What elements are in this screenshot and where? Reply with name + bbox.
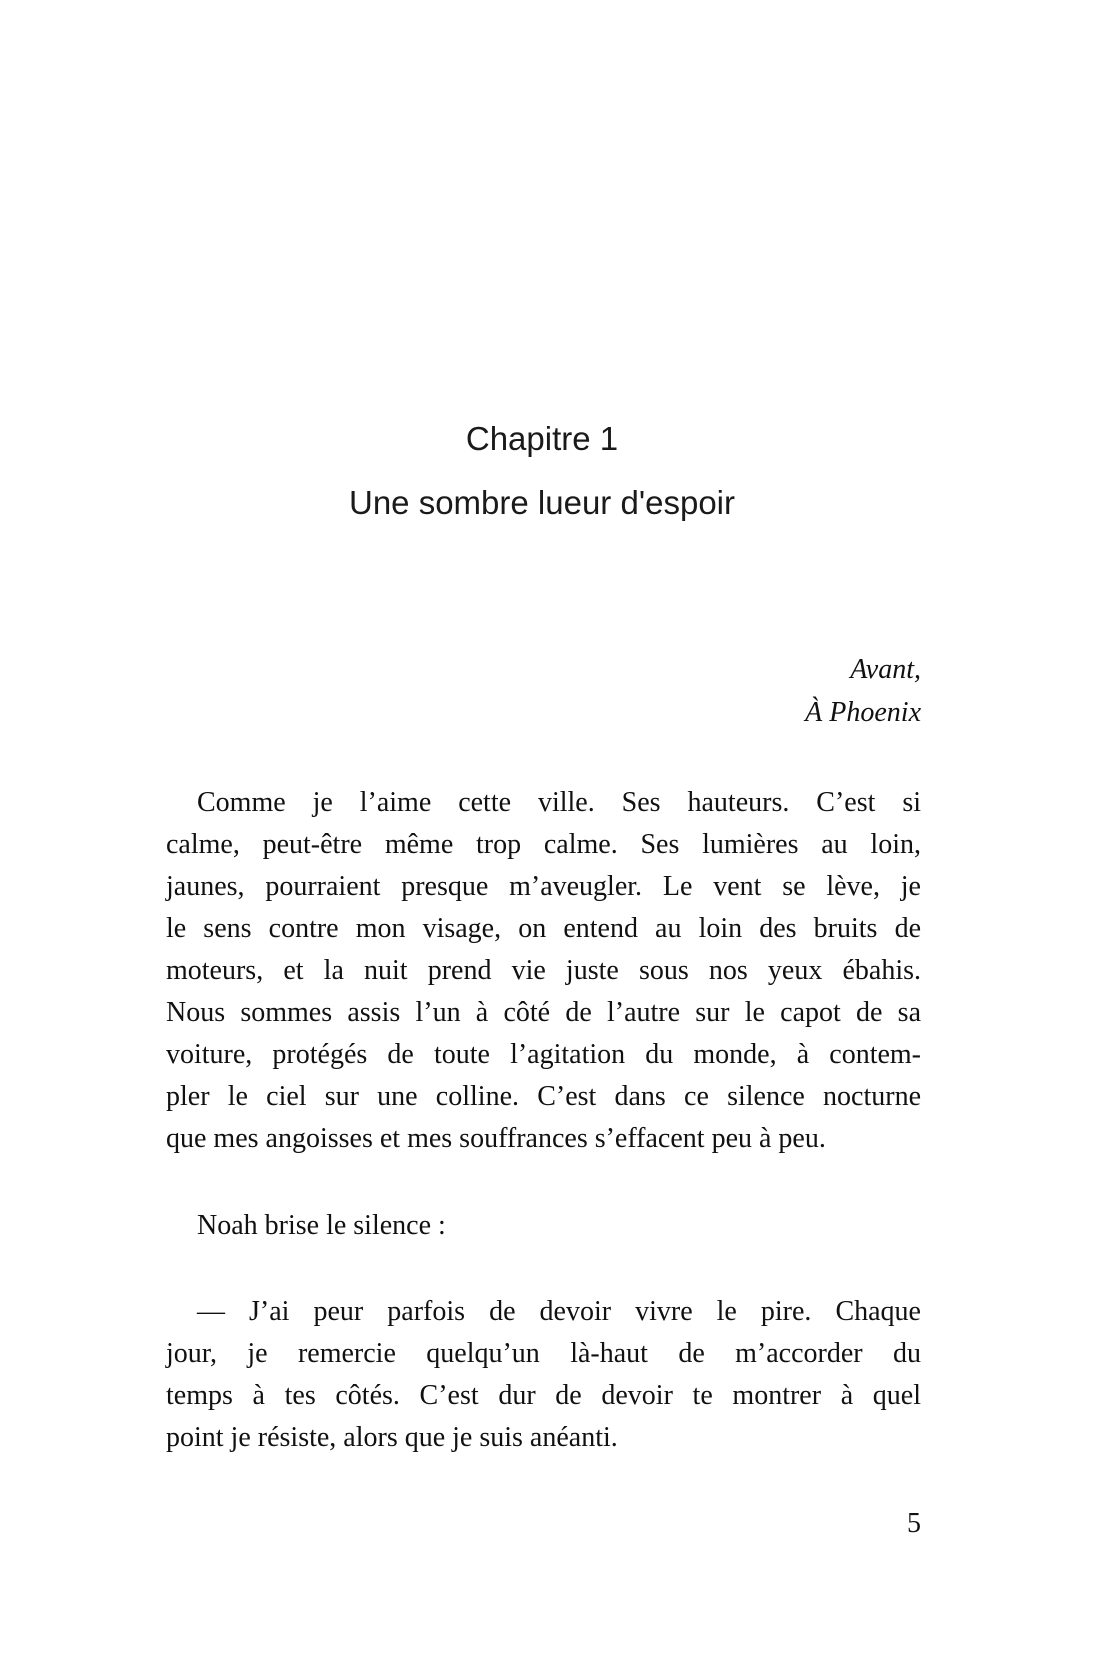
paragraph-line: jour, je remercie quelqu’un là-haut de m’accorder du (166, 1338, 921, 1369)
paragraph-line: calme, peut-être même trop calme. Ses lumières au loin, (166, 829, 921, 860)
paragraph-line: jaunes, pourraient presque m’aveugler. Le vent se lève, je (166, 871, 921, 902)
paragraph-line: point je résiste, alors que je suis anéanti. (166, 1422, 618, 1453)
paragraph-line: — J’ai peur parfois de devoir vivre le pire. Chaque (197, 1296, 921, 1327)
page-number: 5 (907, 1508, 921, 1539)
setting-place: À Phoenix (805, 697, 921, 728)
paragraph-line: moteurs, et la nuit prend vie juste sous nos yeux ébahis. (166, 955, 921, 986)
paragraph-line: temps à tes côtés. C’est dur de devoir te montrer à quel (166, 1380, 921, 1411)
paragraph-line: que mes angoisses et mes souffrances s’effacent peu à peu. (166, 1123, 826, 1154)
paragraph-line: Nous sommes assis l’un à côté de l’autre sur le capot de sa (166, 997, 921, 1028)
paragraph-line: voiture, protégés de toute l’agitation du monde, à contem- (166, 1039, 921, 1070)
paragraph-line: le sens contre mon visage, on entend au loin des bruits de (166, 913, 921, 944)
paragraph-line: Comme je l’aime cette ville. Ses hauteurs. C’est si (197, 787, 921, 818)
chapter-title: Une sombre lueur d'espoir (349, 484, 735, 521)
chapter-number: Chapitre 1 (465, 420, 619, 457)
paragraph-line: Noah brise le silence : (197, 1210, 446, 1241)
paragraph-line: pler le ciel sur une colline. C’est dans ce silence nocturne (166, 1081, 921, 1112)
setting-time: Avant, (850, 654, 921, 685)
